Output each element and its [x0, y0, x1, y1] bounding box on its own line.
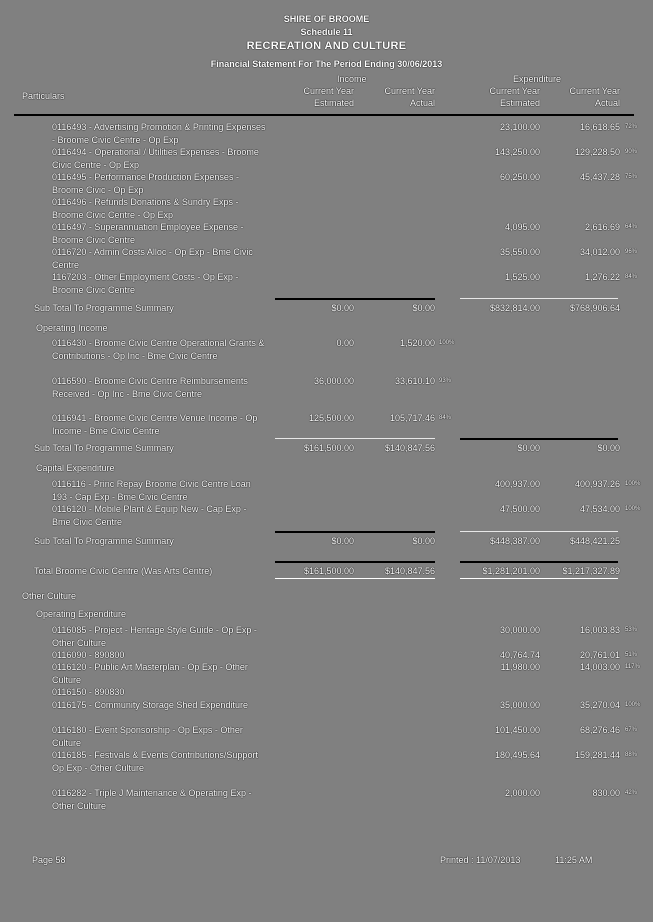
col-exp-act-line1: Current Year: [569, 86, 620, 96]
col-exp-est-line2: Estimated: [499, 98, 540, 108]
col-inc-est-line1: Current Year: [303, 86, 354, 96]
total-rule-top: [275, 561, 435, 563]
section-title-other-culture: Other Culture: [22, 591, 77, 601]
col-particulars: Particulars: [22, 91, 65, 101]
exp-act: 14,003.00: [579, 662, 620, 672]
inc-act-subtotal: $0.00: [412, 303, 435, 313]
col-group-expenditure: Expenditure: [513, 74, 562, 84]
line-item-label: 0116941 - Broome Civic Centre Venue Income - Op Income - Bme Civic Centre: [52, 413, 258, 436]
exp-act: 400,937.26: [574, 479, 620, 489]
exp-act: 1,276.22: [584, 272, 620, 282]
line-item-label: 0116282 - Triple J Maintenance & Operating Exp - Other Culture: [52, 788, 252, 811]
exp-act: 129,228.50: [574, 147, 620, 157]
exp-est: 2,000.00: [504, 788, 540, 798]
exp-pct: 67%: [625, 727, 638, 733]
exp-act: 20,761.01: [579, 650, 620, 660]
subtotal-label: Sub Total To Programme Summary: [34, 303, 174, 313]
line-item-label: 0116430 - Broome Civic Centre Operational Grants & Contributions - Op Inc - Bme Civic Centre: [52, 338, 265, 361]
exp-pct: 53%: [625, 627, 638, 633]
inc-pct: 84%: [439, 415, 452, 421]
org-name: SHIRE OF BROOME: [283, 14, 370, 24]
line-item-label: 0116180 - Event Sponsorship - Op Exps - Other Culture: [52, 725, 243, 748]
line-item-label: 0116175 - Community Storage Shed Expenditure: [52, 700, 248, 710]
col-exp-est-line1: Current Year: [489, 86, 540, 96]
inc-act-subtotal: $0.00: [412, 536, 435, 546]
inc-est: 125,500.00: [308, 413, 354, 423]
exp-est-subtotal: $448,387.00: [489, 536, 540, 546]
exp-est: 40,764.74: [499, 650, 540, 660]
section-title-capital-expenditure: Capital Expenditure: [36, 463, 115, 473]
exp-est: 180,495.64: [494, 750, 540, 760]
exp-est-total: $1,281,201.00: [482, 566, 540, 576]
subtotal-rule: [460, 531, 618, 532]
col-inc-est-line2: Estimated: [313, 98, 354, 108]
line-item-label: 0116085 - Project - Heritage Style Guide - Op Exp - Other Culture: [52, 625, 257, 648]
exp-act: 68,276.46: [579, 725, 620, 735]
col-inc-act-line2: Actual: [409, 98, 435, 108]
line-item-label: 0116496 - Refunds Donations & Sundry Exps - Broome Civic Centre - Op Exp: [52, 197, 239, 220]
line-item-label: 0116116 - Princ Repay Broome Civic Centre Loan 193 - Cap Exp - Bme Civic Centre: [52, 479, 251, 502]
exp-pct: 90%: [625, 149, 638, 155]
inc-act: 105,717.46: [389, 413, 435, 423]
inc-act: 33,610.10: [394, 376, 435, 386]
exp-pct: 88%: [625, 752, 638, 758]
exp-act-total: $1,217,327.89: [562, 566, 620, 576]
exp-pct: 96%: [625, 249, 638, 255]
subtotal-label: Sub Total To Programme Summary: [34, 536, 174, 546]
exp-est: 1,525.00: [504, 272, 540, 282]
schedule-label: Schedule 11: [300, 27, 353, 37]
exp-est: 101,450.00: [494, 725, 540, 735]
inc-act-total: $140,847.56: [384, 566, 435, 576]
line-item-label: 0116150 - 890830: [52, 687, 125, 697]
exp-est: 4,095.00: [504, 222, 540, 232]
exp-pct: 64%: [625, 224, 638, 230]
printed-date: Printed : 11/07/2013: [440, 855, 521, 865]
exp-act: 16,003.83: [579, 625, 620, 635]
exp-pct: 100%: [625, 481, 641, 487]
line-item-label: 0116494 - Operational / Utilities Expenses - Broome Civic Centre - Op Exp: [52, 147, 259, 170]
subtotal-rule: [275, 438, 435, 439]
line-item-label: 0116185 - Festivals & Events Contributions/Support Op Exp - Other Culture: [52, 750, 258, 773]
exp-est-subtotal: $0.00: [517, 443, 540, 453]
subtotal-rule: [275, 531, 435, 533]
inc-est-subtotal: $0.00: [331, 303, 354, 313]
subtotal-label: Sub Total To Programme Summary: [34, 443, 174, 453]
inc-act: 1,520.00: [399, 338, 435, 348]
inc-est-subtotal: $161,500.00: [303, 443, 354, 453]
col-group-income: Income: [337, 74, 367, 84]
inc-est: 36,000.00: [313, 376, 354, 386]
inc-pct: 100%: [439, 340, 455, 346]
line-item-label: 0116493 - Advertising Promotion & Printing Expenses - Broome Civic Centre - Op Exp: [52, 122, 266, 145]
exp-act-subtotal: $448,421.25: [569, 536, 620, 546]
subtotal-rule: [460, 438, 618, 440]
exp-act: 35,270.04: [579, 700, 620, 710]
exp-act-subtotal: $0.00: [597, 443, 620, 453]
subtotal-rule: [275, 298, 435, 300]
exp-pct: 117%: [625, 664, 640, 670]
exp-act: 16,618.65: [579, 122, 620, 132]
line-item-label: 1167203 - Other Employment Costs - Op Exp - Broome Civic Centre: [52, 272, 239, 295]
exp-act: 159,281.44: [574, 750, 620, 760]
report-subtitle: Financial Statement For The Period Ending 30/06/2013: [210, 59, 443, 69]
exp-est-subtotal: $832,814.00: [489, 303, 540, 313]
exp-pct: 72%: [625, 124, 638, 130]
exp-pct: 100%: [625, 506, 641, 512]
inc-est-total: $161,500.00: [303, 566, 354, 576]
header-rule: [14, 114, 634, 116]
exp-pct: 84%: [625, 274, 638, 280]
inc-est: 0.00: [336, 338, 354, 348]
exp-est: 30,000.00: [499, 625, 540, 635]
page-number: Page 58: [32, 855, 66, 865]
subtotal-rule: [460, 298, 618, 299]
exp-pct: 100%: [625, 702, 641, 708]
exp-est: 60,250.00: [499, 172, 540, 182]
inc-act-subtotal: $140,847.56: [384, 443, 435, 453]
exp-est: 23,100.00: [499, 122, 540, 132]
exp-act-subtotal: $768,906.64: [569, 303, 620, 313]
exp-est: 143,250.00: [494, 147, 540, 157]
line-item-label: 0116120 - Mobile Plant & Equip New - Cap Exp - Bme Civic Centre: [52, 504, 247, 527]
exp-pct: 42%: [625, 790, 638, 796]
exp-act: 47,534.00: [579, 504, 620, 514]
inc-est-subtotal: $0.00: [331, 536, 354, 546]
exp-act: 45,437.28: [579, 172, 620, 182]
exp-pct: 51%: [625, 652, 638, 658]
col-exp-act-line2: Actual: [594, 98, 620, 108]
exp-est: 35,000.00: [499, 700, 540, 710]
exp-pct: 75%: [625, 174, 638, 180]
line-item-label: 0116720 - Admin Costs Alloc - Op Exp - Bme Civic Centre: [52, 247, 253, 270]
total-label: Total Broome Civic Centre (Was Arts Centre): [34, 566, 213, 576]
line-item-label: 0116120 - Public Art Masterplan - Op Exp - Other Culture: [52, 662, 248, 685]
exp-est: 11,980.00: [500, 662, 540, 672]
total-rule-bottom: [275, 578, 435, 579]
total-rule-top: [460, 561, 618, 563]
exp-est: 35,550.00: [499, 247, 540, 257]
report-title: RECREATION AND CULTURE: [246, 40, 407, 52]
line-item-label: 0116590 - Broome Civic Centre Reimbursements Received - Op Inc - Bme Civic Centre: [52, 376, 248, 399]
line-item-label: 0116495 - Performance Production Expenses - Broome Civic - Op Exp: [52, 172, 239, 195]
total-rule-bottom: [460, 578, 618, 579]
line-item-label: 0116497 - Superannuation Employee Expense - Broome Civic Centre: [52, 222, 244, 245]
section-title-operating-expenditure: Operating Expenditure: [36, 609, 127, 619]
exp-act: 830.00: [592, 788, 620, 798]
exp-est: 400,937.00: [494, 479, 540, 489]
exp-act: 34,012.00: [579, 247, 620, 257]
col-inc-act-line1: Current Year: [384, 86, 435, 96]
inc-pct: 93%: [439, 378, 452, 384]
line-item-label: 0116090 - 890800: [52, 650, 125, 660]
printed-time: 11:25 AM: [555, 855, 593, 865]
exp-act: 2,616.69: [584, 222, 620, 232]
section-title-operating-income: Operating Income: [36, 323, 108, 333]
exp-est: 47,500.00: [499, 504, 540, 514]
